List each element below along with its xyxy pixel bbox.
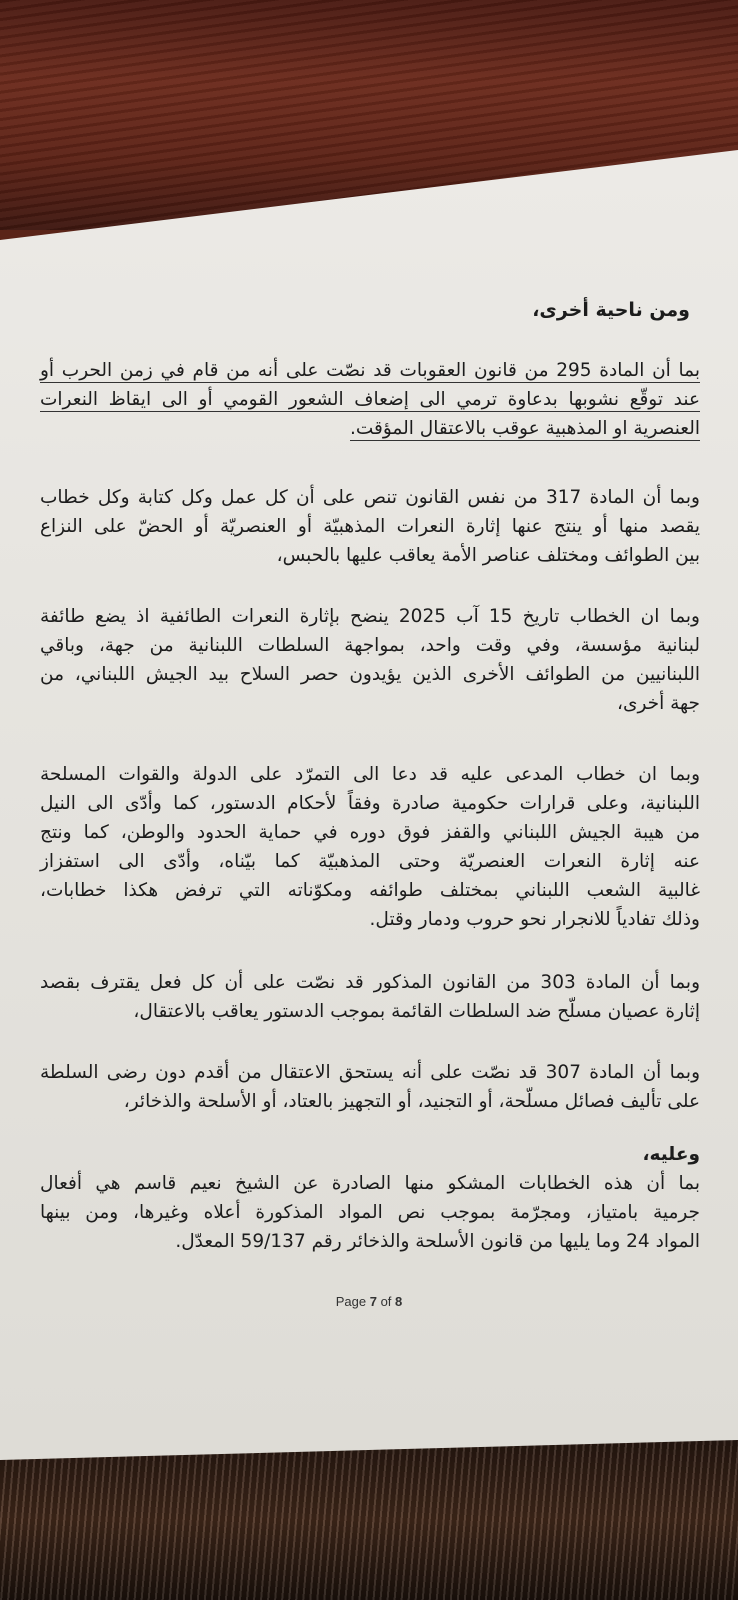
section-heading: ومن ناحية أخرى، (532, 299, 690, 321)
text-line: جهة أخرى، (617, 693, 700, 714)
text-line: بما أن هذه الخطابات المشكو منها الصادرة عن الشيخ نعيم قاسم هي أفعال (40, 1173, 700, 1194)
text-line: عنه إثارة النعرات العنصريّة وحتى المذهبيّة كما بيّناه، وأدّى الى استفزاز (40, 851, 700, 872)
text-line: على تأليف فصائل مسلّحة، أو التجنيد، أو التجهيز بالعتاد، أو الأسلحة والذخائر، (123, 1091, 700, 1112)
text-line: وبما أن المادة 307 قد نصّت على أنه يستحق الاعتقال من أقدم دون رضى السلطة (40, 1062, 701, 1083)
page-footer (0, 1294, 738, 1309)
text-line: اللبنانية، وعلى قرارات حكومية صادرة وفقاً لأحكام الدستور، كما وأدّى الى النيل (40, 793, 700, 814)
text-line: بما أن المادة 295 من قانون العقوبات قد نصّت على أنه من قام في زمن الحرب أو (40, 360, 701, 381)
text-line: العنصرية او المذهبية عوقب بالاعتقال المؤقت. (349, 418, 700, 439)
current-page: 7 (369, 1294, 377, 1309)
text-line: وعليه، (642, 1144, 700, 1165)
document-body (40, 0, 700, 1600)
text-line: إثارة عصيان مسلّح ضد السلطات القائمة بموجب الدستور يعاقب بالاعتقال، (133, 1001, 700, 1022)
text-line: وبما ان خطاب المدعى عليه قد دعا الى التمرّد على الدولة والقوات المسلحة (40, 764, 700, 785)
text-line: غالبية الشعب اللبناني بمختلف طوائفه ومكوّناته التي ترفض هكذا خطابات، (40, 880, 700, 901)
total-pages: 8 (395, 1294, 403, 1309)
text-line: لبنانية مؤسسة، وفي وقت واحد، بمواجهة السلطات اللبنانية من جهة، وباقي (40, 635, 700, 656)
text-line: من هيبة الجيش اللبناني والقفز فوق دوره في حماية الحدود والوطن، كما ونتج (40, 822, 700, 843)
text-line: بين الطوائف ومختلف عناصر الأمة يعاقب عليها بالحبس، (276, 545, 700, 566)
text-line: المواد 24 وما يليها من قانون الأسلحة والذخائر رقم 59/137 المعدّل. (175, 1231, 700, 1252)
text-line: وذلك تفادياً للانجرار نحو حروب ودمار وقتل. (369, 909, 700, 930)
text-line: وبما أن المادة 317 من نفس القانون تنص على أن كل عمل وكل كتابة وكل خطاب (40, 487, 700, 508)
text-line: اللبنانيين من الطوائف الأخرى الذين يؤيدون حصر السلاح بيد الجيش اللبناني، من (40, 664, 700, 685)
text-line: جرمية بامتياز، ومجرّمة بموجب نص المواد المذكورة أعلاه وغيرها، ومن بينها (40, 1202, 700, 1223)
of-word: of (380, 1294, 392, 1309)
text-line: وبما أن المادة 303 من القانون المذكور قد نصّت على أن كل فعل يقترف بقصد (40, 972, 701, 993)
page-word: Page (335, 1294, 367, 1309)
text-line: يقصد منها أو ينتج عنها إثارة النعرات المذهبيّة أو العنصريّة أو الحضّ على النزاع (40, 516, 700, 537)
text-line: عند توقّع نشوبها بدعاوة ترمي الى إضعاف الشعور القومي أو الى ايقاظ النعرات (40, 389, 700, 410)
text-line: وبما ان الخطاب تاريخ 15 آب 2025 ينضح بإثارة النعرات الطائفية اذ يضع طائفة (40, 606, 700, 627)
